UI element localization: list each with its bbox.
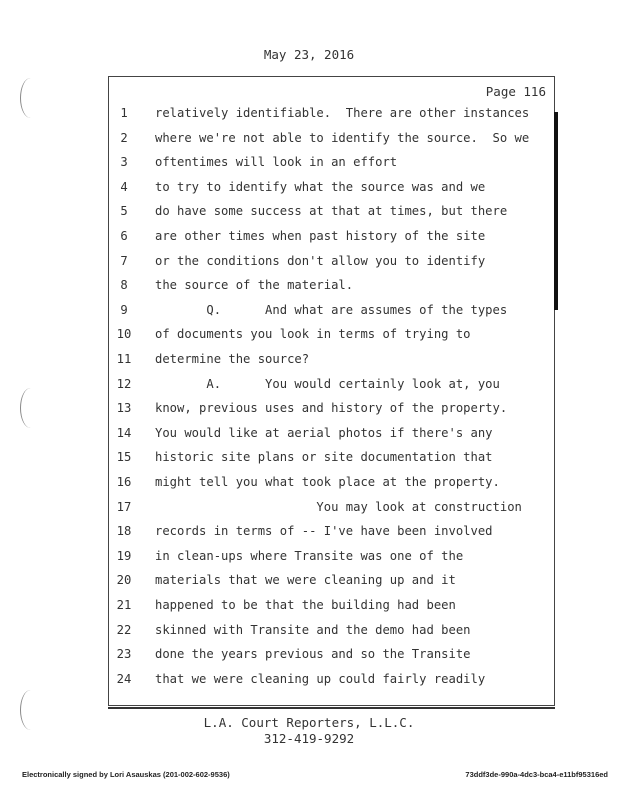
reporter-company: L.A. Court Reporters, L.L.C. [203, 715, 415, 730]
electronic-signature: Electronically signed by Lori Asauskas (201-002-602-9536) [22, 770, 230, 779]
line-number: 1 [120, 106, 128, 120]
line-text: You would like at aerial photos if there's any [155, 425, 493, 440]
transcript-page-frame [108, 76, 555, 706]
line-text: the source of the material. [155, 278, 354, 293]
line-number: 12 [116, 376, 132, 391]
transcript-line [109, 254, 554, 278]
line-text: You may look at construction [155, 499, 522, 514]
document-hash: 73ddf3de-990a-4dc3-bca4-e11bf95316ed [465, 770, 608, 779]
line-number: 3 [120, 155, 128, 170]
transcript-line [109, 155, 554, 179]
line-text: or the conditions don't allow you to identify [155, 253, 486, 268]
page-number: Page 116 [485, 84, 546, 99]
frame-bottom-rule [108, 707, 555, 709]
line-text: where we're not able to identify the source. So we [155, 130, 530, 145]
line-number: 15 [116, 450, 132, 465]
line-number: 22 [116, 622, 132, 637]
line-text: materials that we were cleaning up and it [155, 573, 456, 588]
transcript-line [109, 475, 554, 499]
line-text: to try to identify what the source was and we [155, 179, 486, 194]
line-number: 4 [120, 179, 128, 194]
line-number: 20 [116, 573, 132, 588]
line-text: oftentimes will look in an effort [155, 155, 398, 170]
line-text: might tell you what took place at the property. [155, 475, 500, 489]
transcript-line [109, 647, 554, 671]
transcript-line [109, 401, 554, 425]
punch-hole-top [20, 78, 41, 118]
line-number: 14 [116, 425, 132, 440]
line-text: do have some success at that at times, but there [155, 204, 508, 219]
line-text: records in terms of -- I've have been involved [155, 524, 493, 539]
transcript-line [109, 204, 554, 228]
line-text: A. You would certainly look at, you [155, 376, 500, 391]
line-number: 13 [116, 401, 132, 416]
transcript-line [109, 303, 554, 327]
transcript-line [109, 131, 554, 155]
transcript-line [109, 352, 554, 376]
transcript-line [109, 450, 554, 474]
transcript-line [109, 106, 554, 130]
transcript-line [109, 327, 554, 351]
transcript-line [109, 524, 554, 548]
line-text: happened to be that the building had been [155, 598, 456, 612]
transcript-line [109, 623, 554, 647]
transcript-line [109, 672, 554, 696]
transcript-date: May 23, 2016 [263, 47, 355, 62]
transcript-line [109, 549, 554, 573]
line-text: in clean-ups where Transite was one of the [155, 548, 464, 563]
line-number: 16 [116, 475, 132, 489]
line-number: 8 [120, 278, 128, 293]
line-number: 11 [116, 352, 132, 366]
margin-change-bar [554, 112, 558, 310]
line-text: relatively identifiable. There are other instances [155, 106, 530, 120]
line-text: historic site plans or site documentation that [155, 450, 493, 465]
transcript-line [109, 229, 554, 253]
line-number: 24 [116, 671, 132, 686]
line-number: 10 [116, 327, 132, 342]
line-text: of documents you look in terms of trying to [155, 327, 471, 342]
transcript-line [109, 598, 554, 622]
line-text: are other times when past history of the site [155, 229, 486, 243]
line-text: determine the source? [155, 352, 310, 366]
line-number: 21 [116, 598, 132, 612]
transcript-line [109, 573, 554, 597]
line-text: skinned with Transite and the demo had been [155, 622, 471, 637]
transcript-line [109, 426, 554, 450]
line-number: 2 [120, 130, 128, 145]
line-text: know, previous uses and history of the property. [155, 401, 508, 416]
transcript-line [109, 180, 554, 204]
line-number: 6 [120, 229, 128, 243]
line-number: 7 [120, 253, 128, 268]
line-text: Q. And what are assumes of the types [155, 302, 508, 317]
transcript-line [109, 278, 554, 302]
line-number: 18 [116, 524, 132, 539]
line-number: 9 [120, 302, 128, 317]
line-number: 23 [116, 647, 132, 662]
transcript-line [109, 500, 554, 524]
reporter-phone: 312-419-9292 [263, 731, 355, 746]
line-number: 19 [116, 548, 132, 563]
line-number: 17 [116, 499, 132, 514]
line-number: 5 [120, 204, 128, 219]
line-text: that we were cleaning up could fairly readily [155, 671, 486, 686]
line-text: done the years previous and so the Transite [155, 647, 471, 662]
punch-hole-middle [20, 388, 41, 428]
transcript-line [109, 377, 554, 401]
